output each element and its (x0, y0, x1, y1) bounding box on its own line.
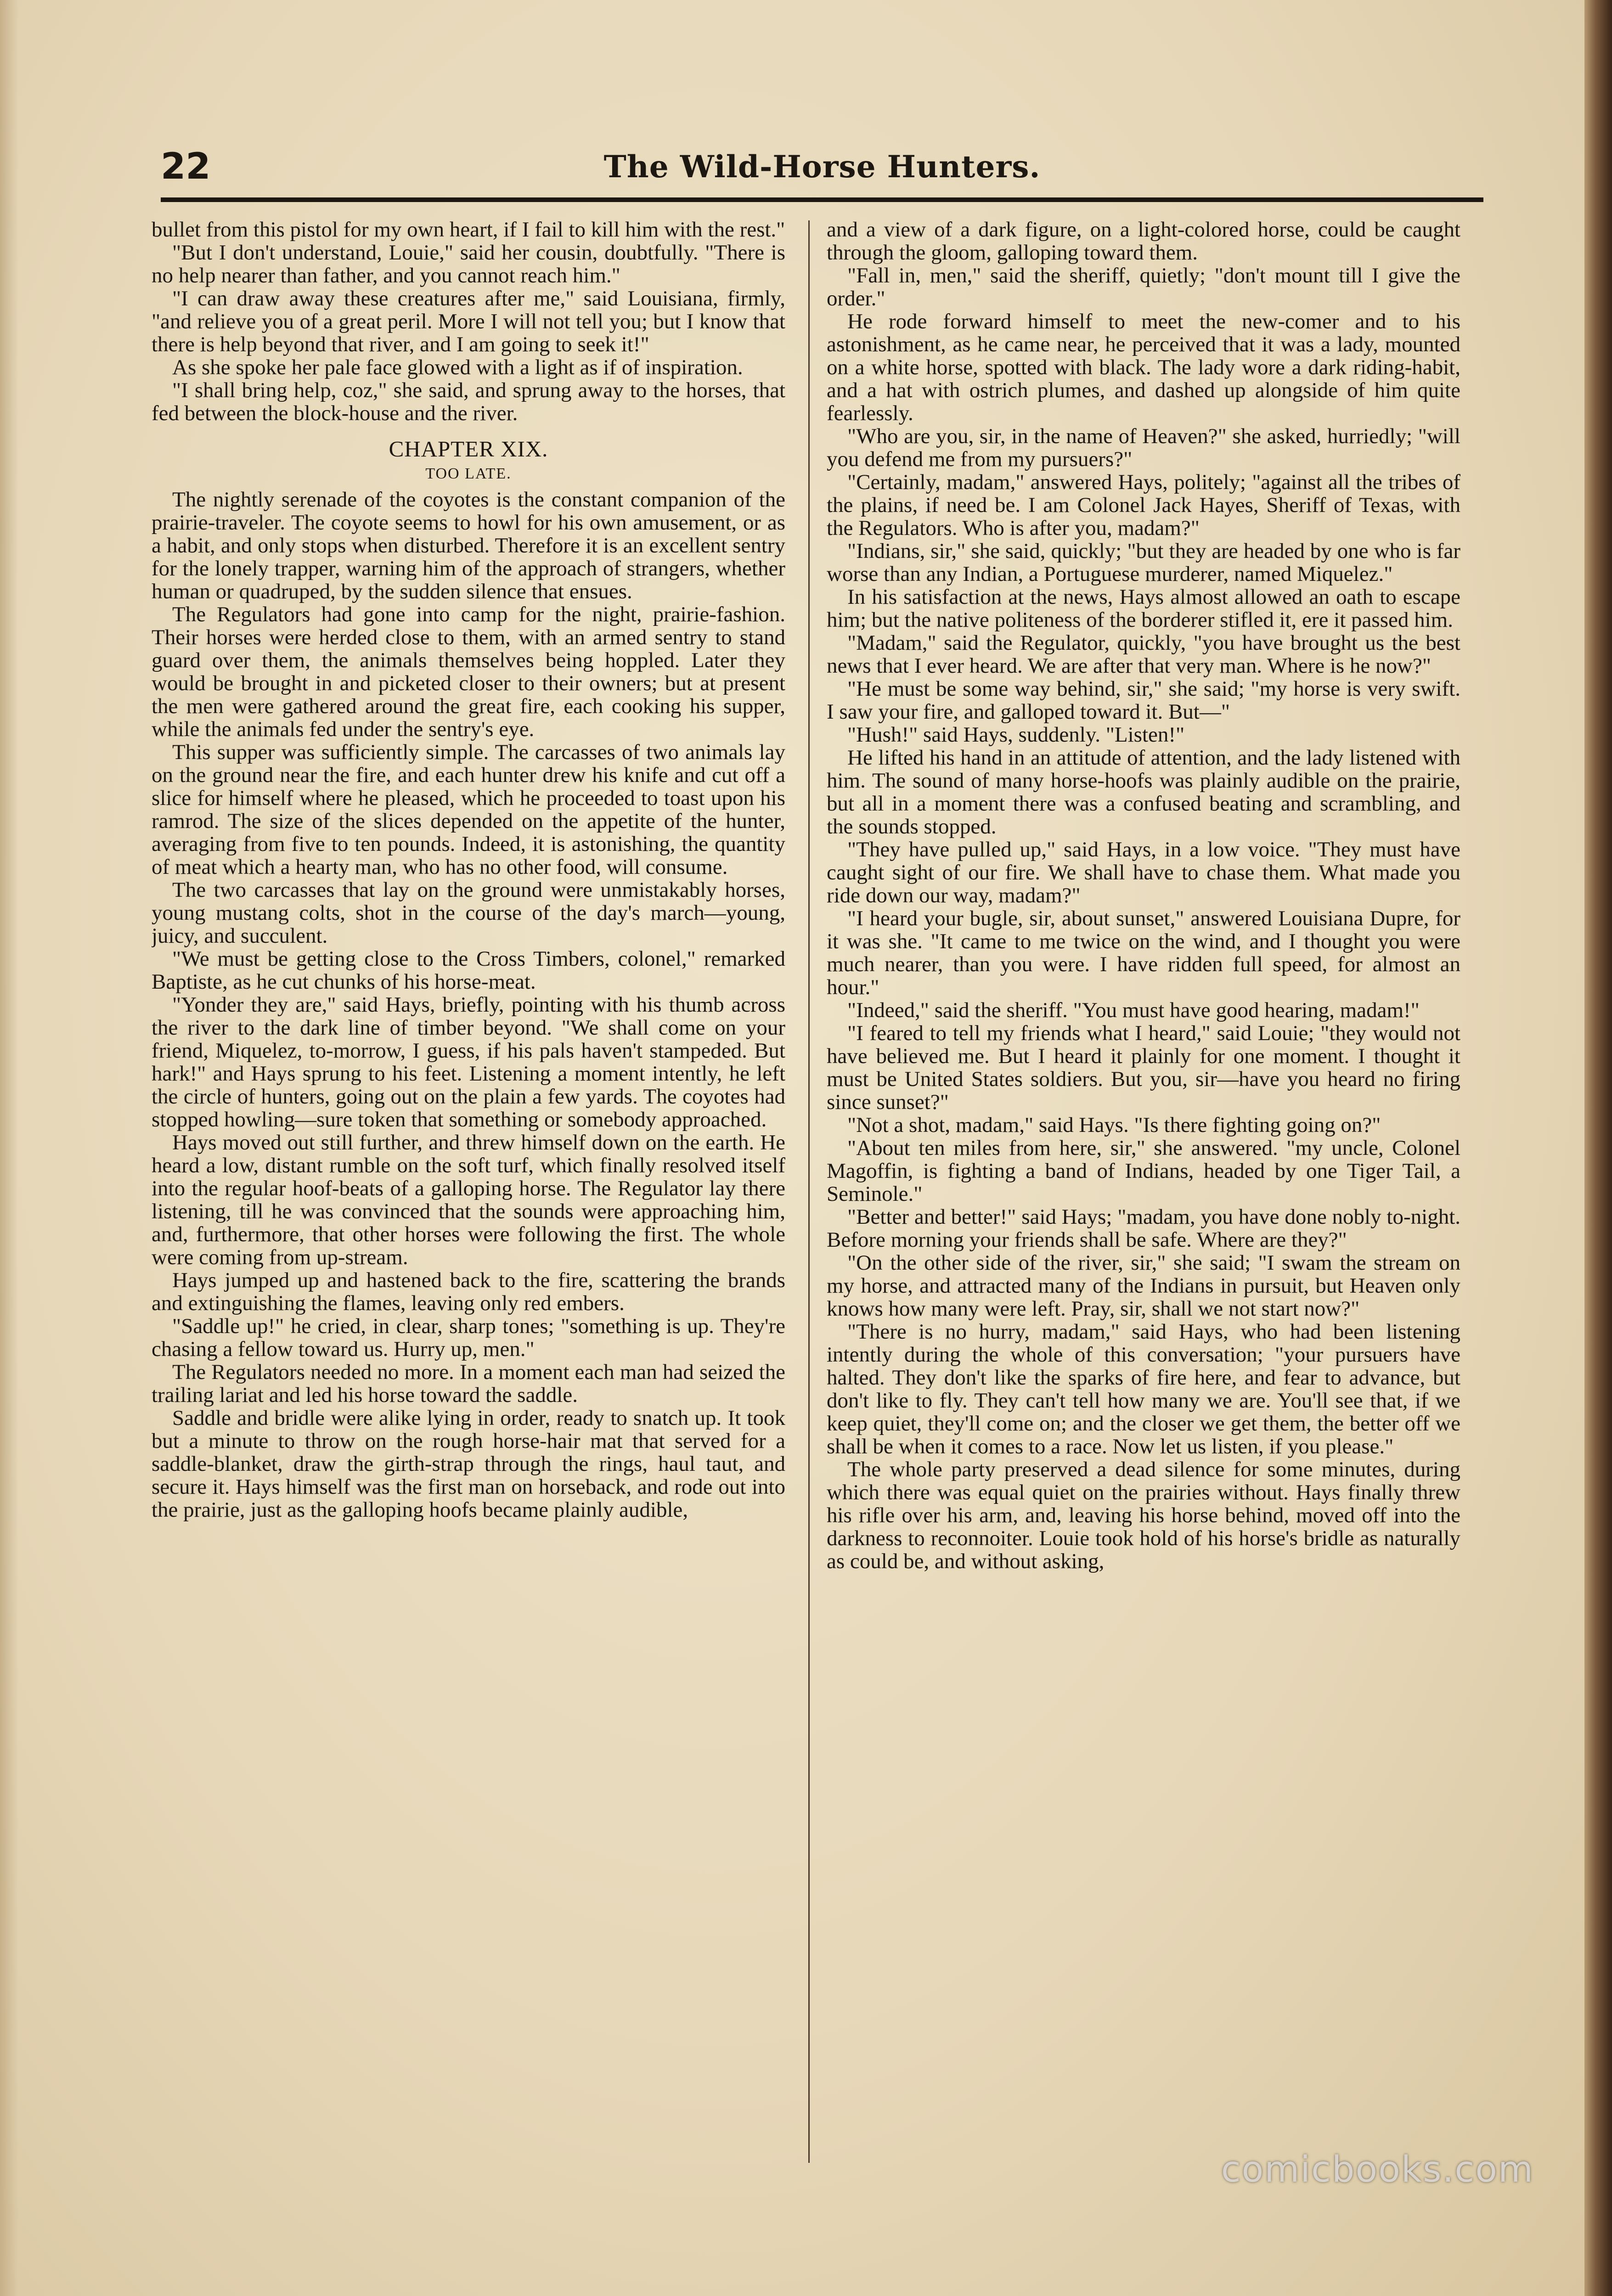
header-rule (161, 197, 1483, 202)
book-spine (1584, 0, 1612, 2296)
paragraph: "Better and better!" said Hays; "madam, you have done nobly to-night. Before morning your friends shall be safe. Where are they?" (827, 1205, 1460, 1252)
paragraph: "Indeed," said the sheriff. "You must have good hearing, madam!" (847, 998, 1420, 1022)
paragraph: "I shall bring help, coz," she said, and sprung away to the horses, that fed between the block-house and the river. (152, 378, 785, 425)
paragraph: "On the other side of the river, sir," she said; "I swam the stream on my horse, and attracted many of the Indians in pursuit, but Heaven only knows how many were left. Pray, sir, shall we not start now?" (827, 1251, 1460, 1321)
left-column (152, 218, 785, 2188)
paragraph: Saddle and bridle were alike lying in order, ready to snatch up. It took but a minute to throw on the rough horse-hair mat that served for a saddle-blanket, draw the girth-strap through the rings, haul taut, and secure it. Hays himself was the first man on horseback, and rode out into the prairie, just as the galloping hoofs became plainly audible, (152, 1406, 785, 1522)
page-number: 22 (161, 146, 211, 187)
column-divider (808, 220, 810, 2163)
paragraph: "I heard your bugle, sir, about sunset," answered Louisiana Dupre, for it was she. "It came to me twice on the wind, and I thought you were much nearer, than you were. I have ridden full speed, for almost an hour." (827, 906, 1460, 999)
paragraph: The Regulators had gone into camp for the night, prairie-fashion. Their horses were herded close to them, with an armed sentry to stand guard over them, the animals themselves being hoppled. Later they would be brought in and picketed closer to their owners; but at present the men were gathered around the great fire, each cooking his supper, while the animals fed under the sentry's eye. (152, 602, 785, 741)
page-header (161, 138, 1483, 197)
running-title: The Wild-Horse Hunters. (603, 149, 1041, 185)
paragraph: "I can draw away these creatures after me," said Louisiana, firmly, "and relieve you of a great peril. More I will not tell you; but I know that there is help beyond that river, and I am going to seek it!" (152, 287, 785, 356)
paragraph: He rode forward himself to meet the new-comer and to his astonishment, as he came near, he perceived that it was a lady, mounted on a white horse, spotted with black. The lady wore a dark riding-habit, and a hat with ostrich plumes, and dashed up alongside of him quite fearlessly. (827, 310, 1460, 425)
paragraph: "They have pulled up," said Hays, in a low voice. "They must have caught sight of our fire. We shall have to chase them. What made you ride down our way, madam?" (827, 838, 1460, 907)
paragraph: "Saddle up!" he cried, in clear, sharp tones; "something is up. They're chasing a fellow toward us. Hurry up, men." (152, 1314, 785, 1361)
paragraph: "He must be some way behind, sir," she said; "my horse is very swift. I saw your fire, and galloped toward it. But—" (827, 677, 1460, 724)
paragraph: "We must be getting close to the Cross Timbers, colonel," remarked Baptiste, as he cut chunks of his horse-meat. (152, 947, 785, 994)
paragraph: "Not a shot, madam," said Hays. "Is there fighting going on?" (847, 1113, 1381, 1137)
paragraph: bullet from this pistol for my own heart, if I fail to kill him with the rest." (152, 218, 785, 242)
paragraph: The two carcasses that lay on the ground were unmistakably horses, young mustang colts, shot in the course of the day's march—young, juicy, and succulent. (152, 878, 785, 948)
paragraph: "Madam," said the Regulator, quickly, "you have brought us the best news that I ever heard. We are after that very man. Where is he now?" (827, 631, 1460, 678)
paragraph: "Indians, sir," she said, quickly; "but they are headed by one who is far worse than any Indian, a Portuguese murderer, named Miquelez." (827, 539, 1460, 586)
chapter-heading: CHAPTER XIX. (389, 436, 548, 461)
paragraph: The whole party preserved a dead silence for some minutes, during which there was equal quiet on the prairies without. Hays finally threw his rifle over his arm, and, leaving his horse behind, moved off into the darkness to reconnoiter. Louie took hold of his horse's bridle as naturally as could be, and without asking, (827, 1458, 1460, 1573)
paragraph: This supper was sufficiently simple. The carcasses of two animals lay on the ground near the fire, and each hunter drew his knife and cut off a slice for himself where he pleased, which he proceeded to toast upon his ramrod. The size of the slices depended on the appetite of the hunter, averaging from five to ten pounds. Indeed, it is astonishing, the quantity of meat which a hearty man, who has no other food, will consume. (152, 740, 785, 879)
chapter-title: TOO LATE. (425, 465, 512, 482)
paragraph: Hays jumped up and hastened back to the fire, scattering the brands and extinguishing the flames, leaving only red embers. (152, 1268, 785, 1315)
paragraph: The nightly serenade of the coyotes is the constant companion of the prairie-traveler. The coyote seems to howl for his own amusement, or as a habit, and only stops when disturbed. Therefore it is an excellent sentry for the lonely trapper, warning him of the approach of strangers, whether human or quadruped, by the sudden silence that ensues. (152, 488, 785, 603)
paragraph: Hays moved out still further, and threw himself down on the earth. He heard a low, distant rumble on the soft turf, which finally resolved itself into the regular hoof-beats of a galloping horse. The Regulator lay there listening, till he was convinced that the sounds were approaching him, and, furthermore, that other horses were following the first. The whole were coming from up-stream. (152, 1131, 785, 1269)
right-column (827, 218, 1460, 2188)
paragraph: and a view of a dark figure, on a light-colored horse, could be caught through the gloom, galloping toward them. (827, 218, 1460, 264)
watermark: comicbooks.com (1221, 2149, 1534, 2190)
paragraph: In his satisfaction at the news, Hays almost allowed an oath to escape him; but the native politeness of the borderer stifled it, ere it passed him. (827, 585, 1460, 632)
paragraph: "Yonder they are," said Hays, briefly, pointing with his thumb across the river to the dark line of timber beyond. "We shall come on your friend, Miquelez, to-morrow, I guess, if his pals haven't stampeded. But hark!" and Hays sprung to his feet. Listening a moment intently, he left the circle of hunters, going out on the plain a few yards. The coyotes had stopped howling—sure token that something or somebody approached. (152, 993, 785, 1131)
paragraph: The Regulators needed no more. In a moment each man had seized the trailing lariat and led his horse toward the saddle. (152, 1360, 785, 1407)
paragraph: "But I don't understand, Louie," said her cousin, doubtfully. "There is no help nearer than father, and you cannot reach him." (152, 241, 785, 287)
paragraph: "About ten miles from here, sir," she answered. "my uncle, Colonel Magoffin, is fighting a band of Indians, headed by one Tiger Tail, a Seminole." (827, 1136, 1460, 1206)
paragraph: As she spoke her pale face glowed with a light as if of inspiration. (172, 355, 743, 379)
paragraph: "Certainly, madam," answered Hays, politely; "against all the tribes of the plains, if need be. I am Colonel Jack Hayes, Sheriff of Texas, with the Regulators. Who is after you, madam?" (827, 470, 1460, 540)
paragraph: "Hush!" said Hays, suddenly. "Listen!" (847, 723, 1185, 747)
paragraph: "I feared to tell my friends what I heard," said Louie; "they would not have believed me. But I heard it plainly for one moment. I thought it must be United States soldiers. But you, sir—have you heard no firing since sunset?" (827, 1021, 1460, 1114)
paragraph: "There is no hurry, madam," said Hays, who had been listening intently during the whole of this conversation; "your pursuers have halted. They don't like the sparks of fire here, and fear to advance, but don't like to fly. They can't tell how many we are. You'll see that, if we keep quiet, they'll come on; and the closer we get them, the better off we shall be when it comes to a race. Now let us listen, if you please." (827, 1320, 1460, 1458)
paragraph: He lifted his hand in an attitude of attention, and the lady listened with him. The sound of many horse-hoofs was plainly audible on the prairie, but all in a moment there was a confused beating and scrambling, and the sounds stopped. (827, 746, 1460, 838)
page-left-edge (0, 0, 18, 2296)
paragraph: "Fall in, men," said the sheriff, quietly; "don't mount till I give the order." (827, 264, 1460, 310)
paragraph: "Who are you, sir, in the name of Heaven?" she asked, hurriedly; "will you defend me from my pursuers?" (827, 424, 1460, 471)
